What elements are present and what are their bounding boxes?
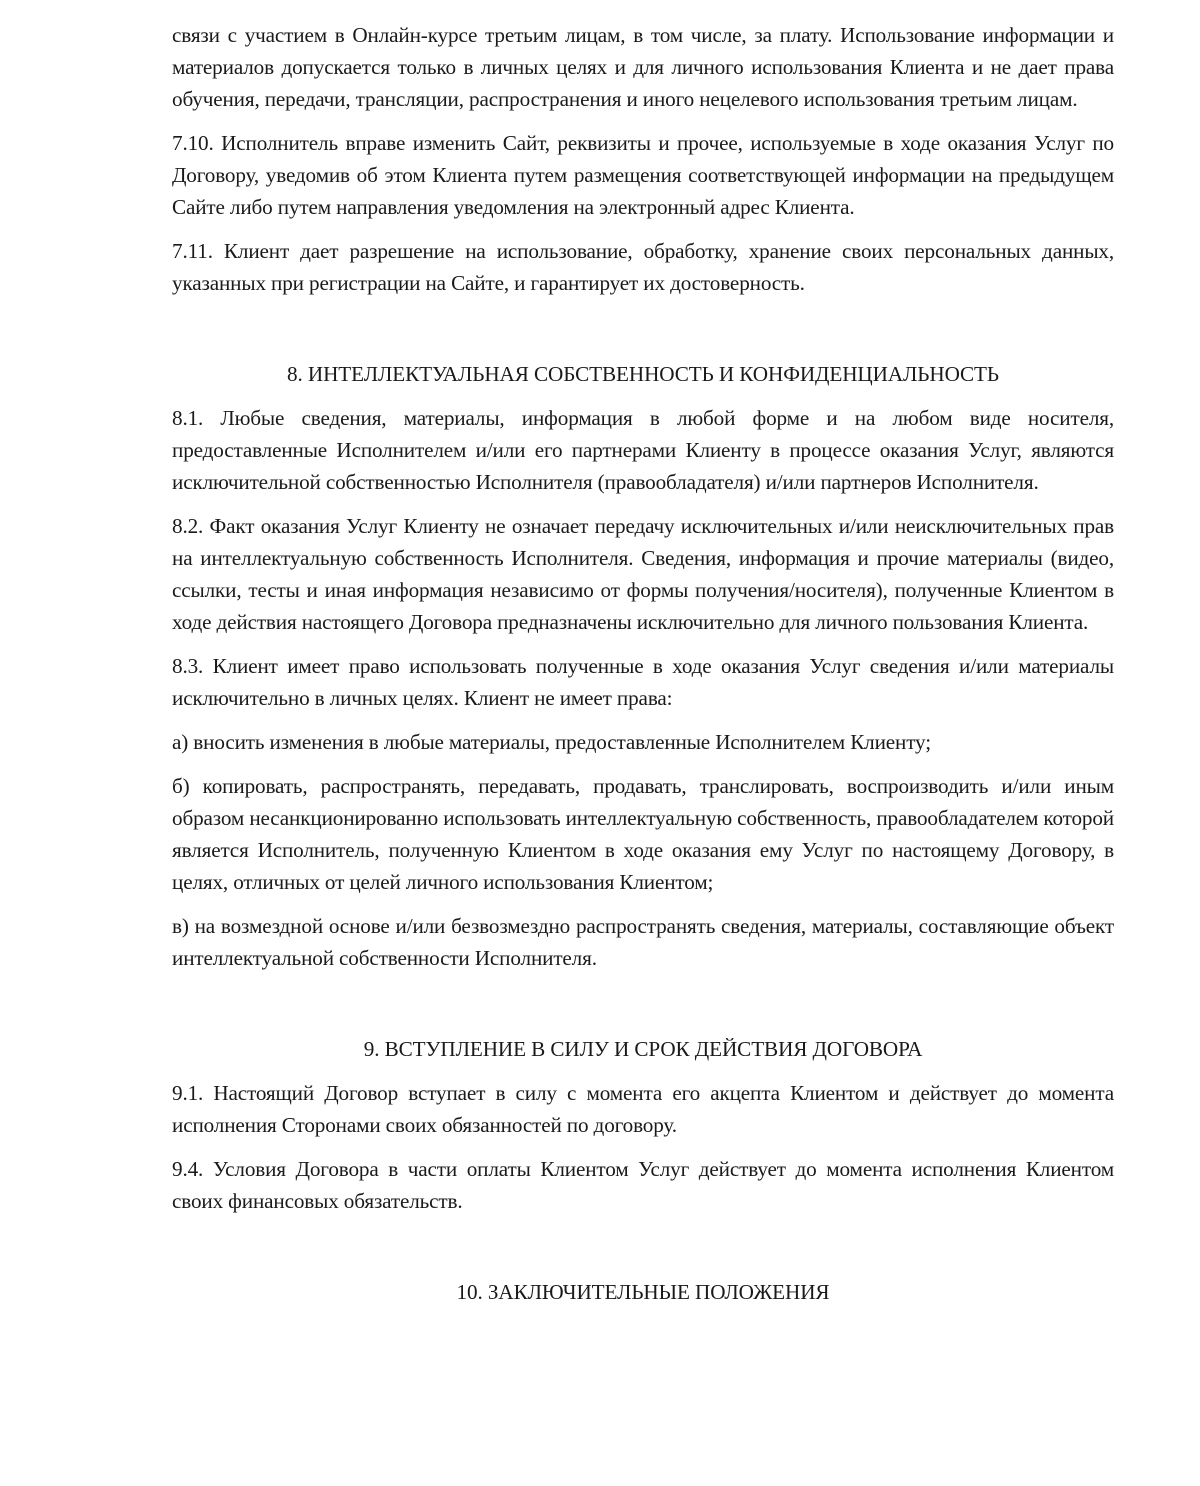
section-10 — [172, 1276, 1114, 1308]
list-item-v: в) на возмездной основе и/или безвозмездно распространять сведения, материалы, составляющие объект интеллектуальной собственности Исполнителя. — [172, 914, 1114, 970]
section-spacer — [172, 974, 1114, 1033]
section-spacer — [172, 299, 1114, 358]
section-9 — [172, 1033, 1114, 1217]
section-7-continued — [172, 19, 1114, 299]
section-10-heading: 10. ЗАКЛЮЧИТЕЛЬНЫЕ ПОЛОЖЕНИЯ — [456, 1280, 830, 1304]
document-page — [172, 19, 1114, 1308]
paragraph-9-1: 9.1. Настоящий Договор вступает в силу с момента его акцепта Клиентом и действует до момента исполнения Сторонами своих обязанностей по договору. — [172, 1081, 1114, 1137]
paragraph-9-4: 9.4. Условия Договора в части оплаты Клиентом Услуг действует до момента исполнения Клиентом своих финансовых обязательств. — [172, 1157, 1114, 1213]
paragraph-8-3: 8.3. Клиент имеет право использовать полученные в ходе оказания Услуг сведения и/или материалы исключительно в личных целях. Клиент не имеет права: — [172, 654, 1114, 710]
paragraph-7-10: 7.10. Исполнитель вправе изменить Сайт, реквизиты и прочее, используемые в ходе оказания Услуг по Договору, уведомив об этом Клиента путем размещения соответствующей информации на предыдущем Сайте либо путем направления уведомления на электронный адрес Клиента. — [172, 131, 1114, 219]
paragraph-7-11: 7.11. Клиент дает разрешение на использование, обработку, хранение своих персональных данных, указанных при регистрации на Сайте, и гарантирует их достоверность. — [172, 239, 1114, 295]
section-8-heading: 8. ИНТЕЛЛЕКТУАЛЬНАЯ СОБСТВЕННОСТЬ И КОНФИДЕНЦИАЛЬНОСТЬ — [287, 362, 999, 386]
paragraph-8-2: 8.2. Факт оказания Услуг Клиенту не означает передачу исключительных и/или неисключительных прав на интеллектуальную собственность Исполнителя. Сведения, информация и прочие материалы (видео, ссылки, тесты и иная информация независимо от формы получения/носителя), полученные Клиентом в ходе действия настоящего Договора предназначены исключительно для личного пользования Клиента. — [172, 514, 1114, 634]
paragraph-7-9-continued: связи с участием в Онлайн-курсе третьим лицам, в том числе, за плату. Использование информации и материалов допускается только в личных целях и для личного использования Клиента и не дает права обучения, передачи, трансляции, распространения и иного нецелевого использования третьим лицам. — [172, 23, 1114, 111]
section-9-heading: 9. ВСТУПЛЕНИЕ В СИЛУ И СРОК ДЕЙСТВИЯ ДОГОВОРА — [363, 1037, 923, 1061]
list-item-a: а) вносить изменения в любые материалы, предоставленные Исполнителем Клиенту; — [172, 730, 931, 754]
section-spacer — [172, 1217, 1114, 1276]
paragraph-8-1: 8.1. Любые сведения, материалы, информация в любой форме и на любом виде носителя, предоставленные Исполнителем и/или его партнерами Клиенту в процессе оказания Услуг, являются исключительной собственностью Исполнителя (правообладателя) и/или партнеров Исполнителя. — [172, 406, 1114, 494]
section-8 — [172, 358, 1114, 974]
list-item-b: б) копировать, распространять, передавать, продавать, транслировать, воспроизводить и/или иным образом несанкционированно использовать интеллектуальную собственность, правообладателем которой является Исполнитель, полученную Клиентом в ходе оказания ему Услуг по настоящему Договору, в целях, отличных от целей личного использования Клиентом; — [172, 774, 1114, 894]
